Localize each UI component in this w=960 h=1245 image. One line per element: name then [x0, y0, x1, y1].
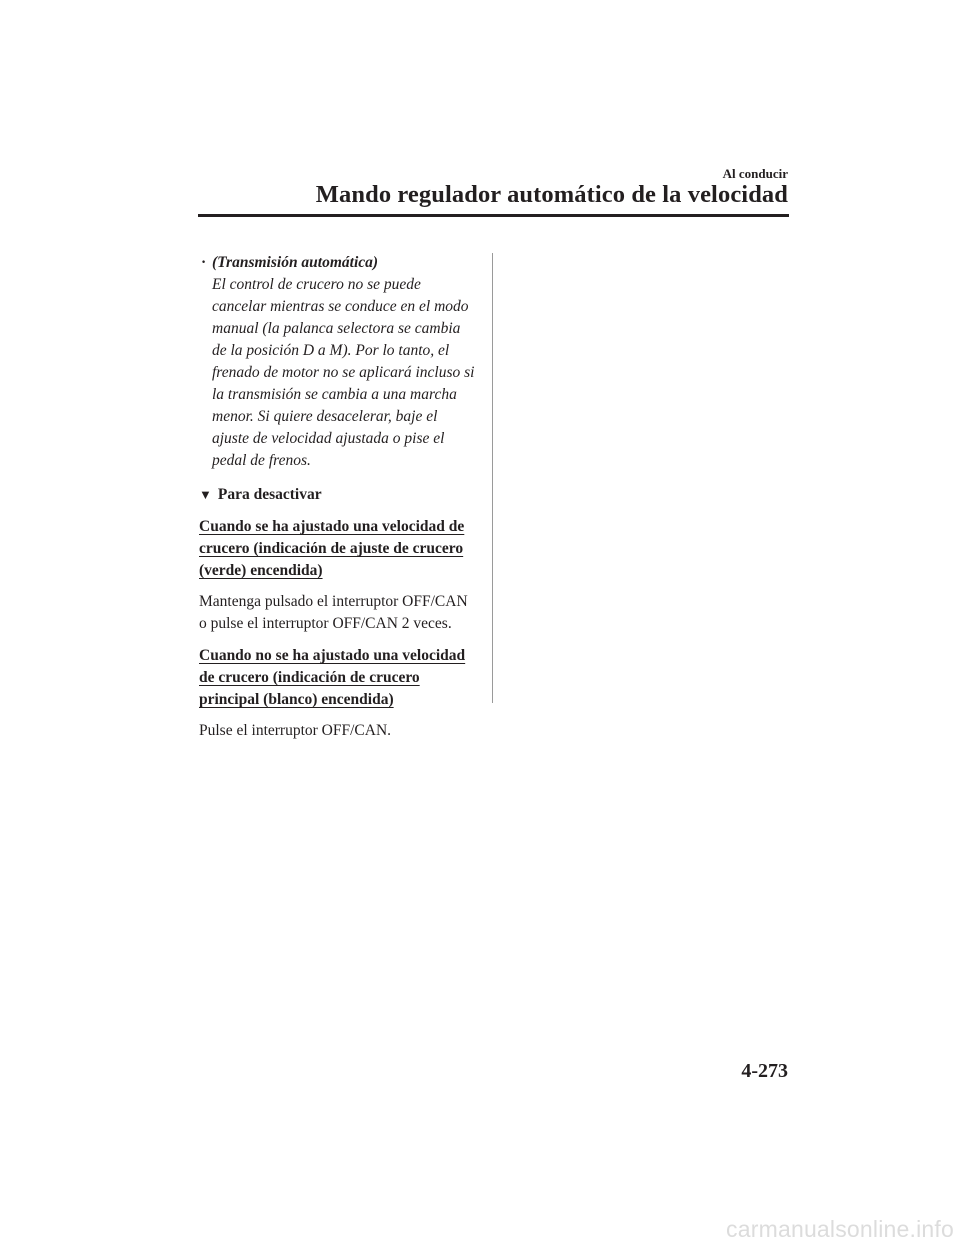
header-divider	[198, 214, 789, 217]
condition-heading-1: Cuando se ha ajustado una velocidad de crucero (indicación de ajuste de crucero (verde) encendida)	[199, 518, 465, 579]
instruction-text-1: Mantenga pulsado el interruptor OFF/CAN o pulse el interruptor OFF/CAN 2 veces.	[199, 593, 468, 632]
bullet-marker: ·	[201, 254, 207, 271]
column-divider	[492, 253, 493, 703]
subsection-label: Para desactivar	[217, 486, 322, 503]
section-label: Al conducir	[722, 166, 788, 181]
note-bullet	[199, 252, 477, 472]
bullet-heading: (Transmisión automática)	[212, 254, 379, 271]
page-title: Mando regulador automático de la velocidad	[315, 181, 788, 208]
main-column	[199, 252, 477, 742]
condition-heading-2: Cuando no se ha ajustado una velocidad de crucero (indicación de crucero principal (blanco) encendida)	[199, 647, 466, 708]
watermark-link[interactable]: carmanualsonline.info	[726, 1216, 954, 1242]
triangle-down-icon: ▼	[199, 487, 212, 502]
bullet-text: El control de crucero no se puede cancelar mientras se conduce en el modo manual (la palanca selectora se cambia de la posición D a M). Por lo tanto, el frenado de motor no se aplicará incluso si la transmisión se cambia a una marcha menor. Si quiere desacelerar, baje el ajuste de velocidad ajustada o pise el pedal de frenos.	[212, 276, 475, 469]
instruction-text-2: Pulse el interruptor OFF/CAN.	[199, 722, 392, 739]
subsection-heading	[199, 484, 477, 506]
page-number: 4-273	[741, 1060, 788, 1082]
